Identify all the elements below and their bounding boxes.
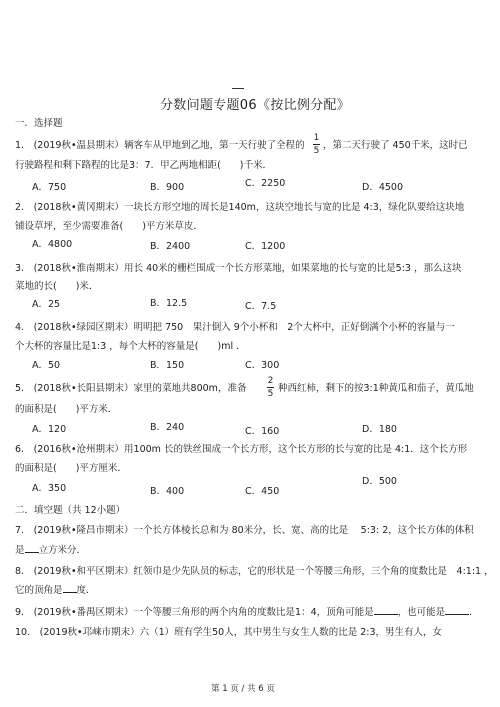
q1-option-b[interactable]: B．900 (150, 182, 185, 193)
q4-option-b[interactable]: B．150 (150, 360, 185, 371)
q3-option-b[interactable]: B．12.5 (150, 298, 188, 309)
q5-line1b: 种西红柿，剩下的按3:1种黄瓜和茄子，黄瓜地 (278, 383, 474, 394)
q1-line1 (15, 140, 305, 152)
q7-answer-blank[interactable] (25, 552, 39, 553)
q10-line: 10. (2019秋•邛崃市期末）六（1）班有学生50人，其中男生与女生人数的比是 2:3，男生有人，女 (15, 627, 443, 638)
q5-option-b[interactable]: B．240 (150, 422, 185, 433)
q7-line2-b: 立方米分． (38, 545, 87, 556)
q1-option-d[interactable]: D．4500 (362, 182, 403, 193)
q8-line2-a: 它的顶角是 (15, 585, 63, 596)
page-footer: 第 1 页 / 共 6 页 (211, 684, 275, 694)
q1-source: 1. (2019秋•温县期末） (15, 140, 125, 151)
q1-frac-den: 5 (313, 146, 320, 156)
q5-option-c[interactable]: C．160 (245, 426, 280, 437)
q9-text-c: ． (469, 607, 479, 618)
q6-option-d[interactable]: D．500 (362, 476, 397, 487)
q1-frac-num: 1 (313, 133, 320, 143)
q7-line2-a: 是 (15, 545, 25, 556)
q9-answer-blank-2[interactable] (445, 614, 469, 615)
q5-option-a[interactable]: A．120 (32, 424, 67, 435)
q6-option-c[interactable]: C．450 (245, 486, 280, 497)
q1-option-c[interactable]: C．2250 (245, 178, 286, 189)
q2-option-b[interactable]: B．2400 (150, 241, 191, 252)
q6-option-a[interactable]: A．350 (32, 483, 67, 494)
q2-option-c[interactable]: C．1200 (245, 241, 286, 252)
q8-line2-b: 度． (76, 585, 96, 596)
q2-line2: 铺设草坪，至少需要准备( )平方米草皮． (15, 221, 203, 232)
q3-line2: 菜地的长( )米． (15, 281, 99, 292)
q5-line2: 的面积是( )平方米． (15, 404, 118, 415)
q6-line1: 6. (2016秋•沧州期末）用100m 长的铁丝围成一个长方形，这个长方形的长与宽的比是 4:1．这个长方形 (15, 444, 468, 455)
q7-line1: 7. (2019秋•隆昌市期末）一个长方体棱长总和为 80米分，长、宽、高的比是 5:3: 2，这个长方体的体积 (15, 525, 474, 536)
q4-line2: 个大杯的容量比是1:3 ，每个大杯的容量是( )ml ． (15, 341, 246, 352)
q2-option-a[interactable]: A．4800 (32, 239, 73, 250)
page-title: 分数问题专题06《按比例分配》 (160, 98, 351, 113)
q9-line (15, 607, 479, 619)
q1-text-c: ，第二天行驶了 450千米，这时已 (323, 140, 468, 151)
q3-option-a[interactable]: A．25 (32, 299, 61, 310)
q5-fraction (267, 376, 274, 399)
q8-line2 (15, 585, 96, 597)
q6-line2: 的面积是( )平方厘米． (15, 463, 127, 474)
q1-text-a: 辆客车从甲地到乙地，第一天行驶了全程的 (124, 140, 305, 151)
q5-option-d[interactable]: D．180 (362, 424, 397, 435)
q2-line1: 2. (2018秋•黄冈期末）一块长方形空地的周长是140m，这块空地长与宽的比是 4:3，绿化队要给这块地 (15, 202, 465, 213)
q5-frac-den: 5 (267, 389, 274, 399)
q5-line1a: 5. (2018秋•长阳县期末）家里的菜地共800m，准备 (15, 383, 247, 394)
q9-answer-blank-1[interactable] (374, 614, 398, 615)
q9-text-a: 9. (2019秋•番禺区期末）一个等腰三角形的两个内角的度数比是1：4，顶角可能是 (15, 607, 374, 618)
q4-line1: 4. (2018秋•绿园区期末）明明把 750 果汁倒入 9个小杯和 2个大杯中，正好倒满个小杯的容量与一 (15, 322, 455, 333)
q4-option-a[interactable]: A．50 (32, 360, 61, 371)
q6-option-b[interactable]: B．400 (150, 486, 185, 497)
q8-line1: 8. (2019秋•和平区期末）红领巾是少先队员的标志，它的形状是一个等腰三角形，三个角的度数比是 4:1:1 ， (15, 566, 494, 577)
q1-fraction (313, 133, 320, 156)
section-fill-heading: 二．填空题（共 12小题） (15, 505, 126, 516)
section-choice-heading: 一．选择题 (15, 118, 63, 129)
q3-line1: 3. (2018秋•淮南期末）用长 40米的栅栏围成一个长方形菜地，如果菜地的长与宽的比是5:3 ，那么这块 (15, 263, 462, 274)
q7-line2 (15, 545, 86, 557)
q4-option-c[interactable]: C．300 (245, 360, 280, 371)
q1-option-a[interactable]: A．750 (32, 182, 67, 193)
q5-frac-num: 2 (267, 376, 274, 386)
q9-text-b: ，也可能是 (397, 607, 446, 618)
q1-line2: 行驶路程和剩下路程的比是3：7．甲乙两地相距( )千米． (15, 160, 273, 171)
q8-answer-blank[interactable] (63, 592, 77, 593)
q3-option-c[interactable]: C．7.5 (245, 301, 277, 312)
header-dash (232, 88, 244, 89)
